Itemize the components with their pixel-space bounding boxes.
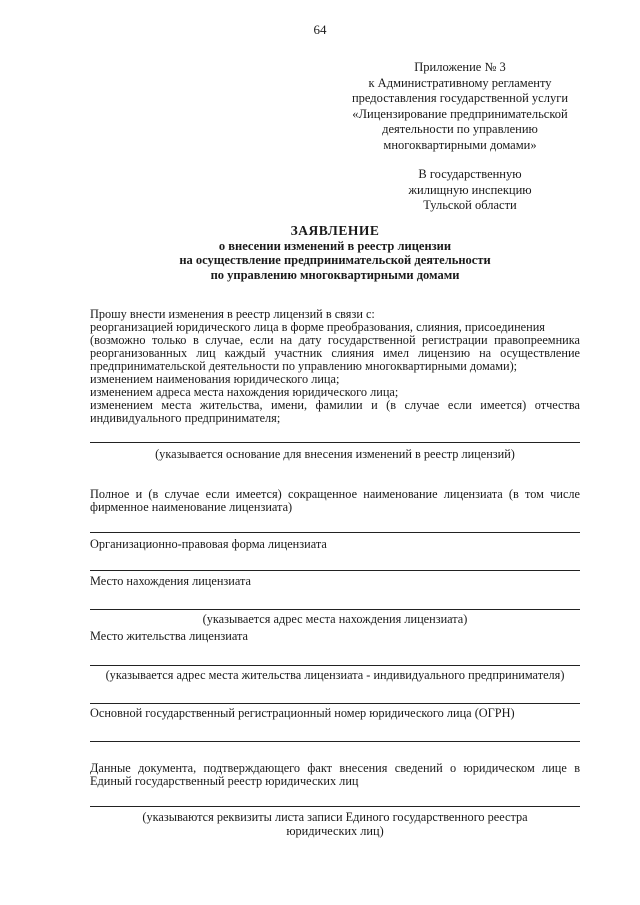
basis-caption: (указывается основание для внесения изменений в реестр лицензий)	[155, 447, 515, 461]
appendix-line: Приложение № 3	[414, 60, 506, 74]
legal-form-input-line[interactable]	[90, 570, 580, 571]
ogrn-top-line	[90, 703, 580, 704]
reason-reorganization-line: реорганизованных лиц каждый участник слияния имел лицензию на осуществление	[90, 346, 580, 360]
reason-residence-change-line: индивидуального предпринимателя;	[90, 411, 281, 425]
reason-reorganization-line: предпринимательской деятельности по управлению многоквартирными домами);	[90, 359, 518, 373]
appendix-line: «Лицензирование предпринимательской	[352, 106, 568, 121]
addressee-block	[360, 167, 580, 214]
full-name-input-line[interactable]	[90, 532, 580, 533]
basis-input-line[interactable]	[90, 442, 580, 443]
title-subtitle-line: о внесении изменений в реестр лицензии	[218, 238, 452, 253]
reason-address-change: изменением адреса места нахождения юридического лица;	[90, 385, 399, 399]
reason-reorganization-line: реорганизацией юридического лица в форме преобразования, слияния, присоединения	[90, 320, 545, 334]
egrul-caption	[90, 810, 580, 838]
egrul-label-line: Данные документа, подтверждающего факт внесения сведений о юридическом лице в	[90, 761, 580, 775]
legal-form-label: Организационно-правовая форма лицензиата	[90, 537, 327, 551]
addressee-line: В государственную	[418, 167, 522, 181]
appendix-line: предоставления государственной услуги	[351, 91, 569, 105]
location-input-line[interactable]	[90, 609, 580, 610]
addressee-line: Тульской области	[423, 198, 517, 212]
egrul-label	[90, 762, 580, 788]
page-number: 64	[313, 22, 327, 37]
reason-name-change: изменением наименования юридического лица;	[90, 372, 340, 386]
residence-caption: (указывается адрес места жительства лицензиата - индивидуального предпринимателя)	[105, 668, 565, 682]
full-name-label-line: Полное и (в случае если имеется) сокращенное наименование лицензиата (в том числе	[90, 487, 580, 501]
title-subtitle-line: по управлению многоквартирными домами	[210, 267, 460, 282]
reason-residence-change-line: изменением места жительства, имени, фамилии и (в случае если имеется) отчества	[90, 398, 580, 412]
location-caption: (указывается адрес места нахождения лицензиата)	[202, 612, 468, 626]
full-name-label	[90, 488, 580, 514]
reason-reorganization-line: (возможно только в случае, если на дату государственной регистрации правопреемника	[90, 333, 580, 347]
addressee-line: жилищную инспекцию	[408, 182, 532, 197]
document-title	[90, 224, 580, 282]
location-label: Место нахождения лицензиата	[90, 574, 251, 588]
residence-input-line[interactable]	[90, 665, 580, 666]
request-reasons	[90, 308, 580, 425]
appendix-line: многоквартирными домами»	[383, 137, 537, 152]
request-intro: Прошу внести изменения в реестр лицензий в связи с:	[90, 307, 375, 321]
residence-label: Место жительства лицензиата	[90, 629, 248, 643]
appendix-header	[320, 60, 600, 153]
egrul-label-line: Единый государственный реестр юридических лиц	[90, 774, 359, 788]
ogrn-input-line[interactable]	[90, 741, 580, 742]
title-subtitle-line: на осуществление предпринимательской деятельности	[179, 253, 491, 267]
title-main: ЗАЯВЛЕНИЕ	[290, 223, 380, 238]
appendix-line: к Административному регламенту	[368, 75, 552, 90]
egrul-caption-line: (указываются реквизиты листа записи Единого государственного реестра	[142, 810, 528, 824]
full-name-label-line: фирменное наименование лицензиата)	[90, 500, 293, 514]
egrul-caption-line: юридических лиц)	[286, 824, 384, 838]
ogrn-label: Основной государственный регистрационный номер юридического лица (ОГРН)	[90, 706, 515, 720]
egrul-input-line[interactable]	[90, 806, 580, 807]
appendix-line: деятельности по управлению	[382, 122, 538, 136]
